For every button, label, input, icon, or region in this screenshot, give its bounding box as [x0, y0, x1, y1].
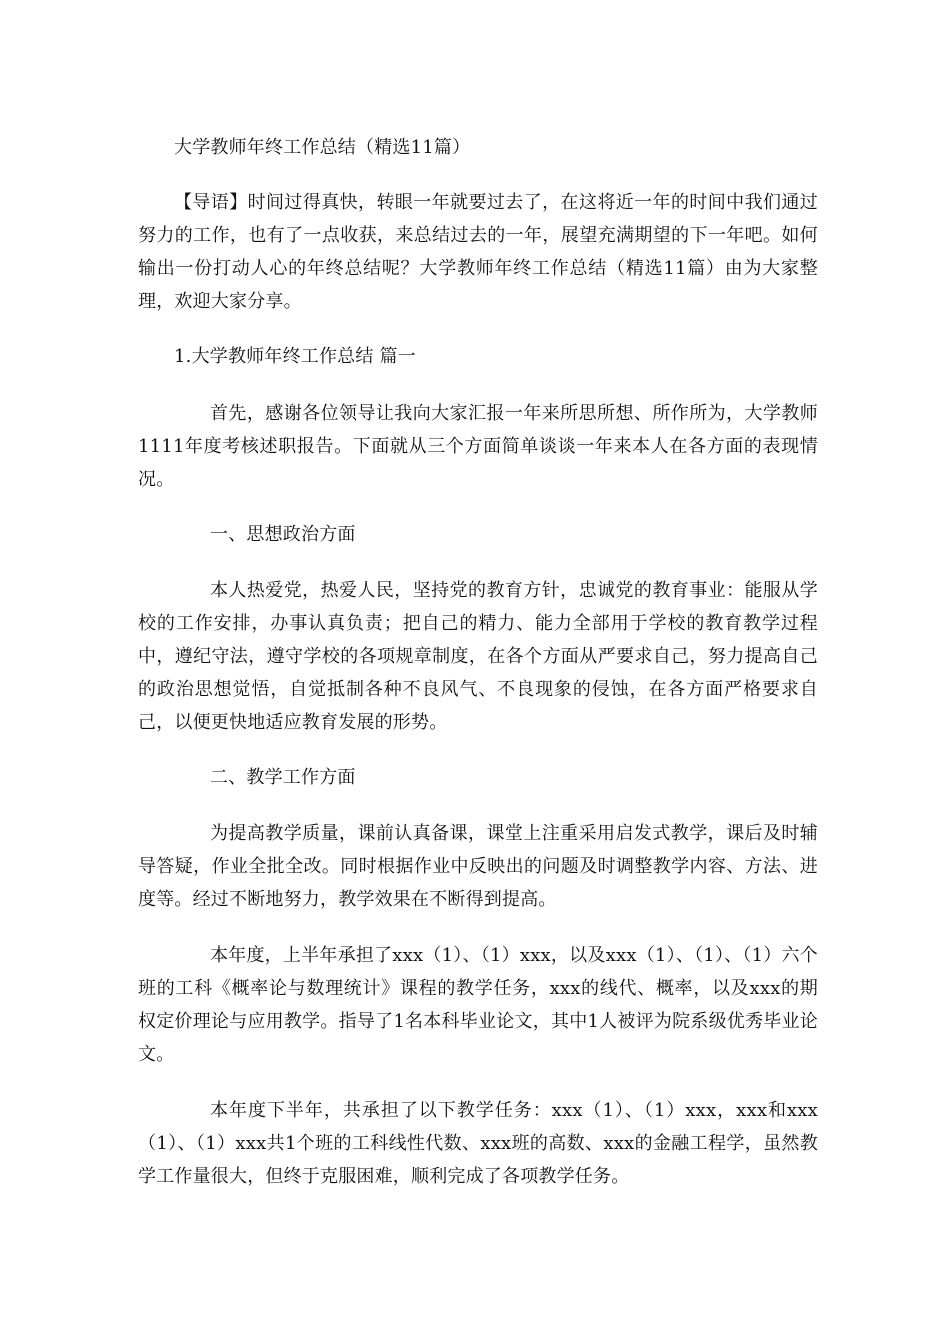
paragraph-teaching-quality: 为提高教学质量，课前认真备课，课堂上注重采用启发式教学，课后及时辅导答疑，作业全批全改。同时根据作业中反映出的问题及时调整教学内容、方法、进度等。经过不断地努力，教学效果在不断得到提高。 [138, 823, 818, 910]
subheading-teaching: 二、教学工作方面 [210, 767, 356, 788]
paragraph-second-half: 本年度下半年，共承担了以下教学任务：xxx（1）、（1）xxx，xxx和xxx（1）、（1）xxx共1个班的工科线性代数、xxx班的高数、xxx的金融工程学，虽然教学工作量很大，但终于克服困难，顺利完成了各项教学任务。 [138, 1100, 818, 1187]
paragraph-political: 本人热爱党，热爱人民，坚持党的教育方针，忠诚党的教育事业：能服从学校的工作安排，办事认真负责；把自己的精力、能力全部用于学校的教育教学过程中，遵纪守法，遵守学校的各项规章制度，在各个方面从严要求自己，努力提高自己的政治思想觉悟，自觉抵制各种不良风气、不良现象的侵蚀，在各方面严格要求自己，以便更快地适应教育发展的形势。 [138, 580, 818, 733]
subheading-political: 一、思想政治方面 [210, 524, 356, 545]
paragraph-opening: 首先，感谢各位领导让我向大家汇报一年来所思所想、所作所为，大学教师1111年度考核述职报告。下面就从三个方面简单谈谈一年来本人在各方面的表现情况。 [138, 403, 818, 490]
section-1-heading: 1.大学教师年终工作总结 篇一 [174, 346, 416, 367]
intro-paragraph: 【导语】时间过得真快，转眼一年就要过去了，在这将近一年的时间中我们通过努力的工作，也有了一点收获，来总结过去的一年，展望充满期望的下一年吧。如何输出一份打动人心的年终总结呢？大学教师年终工作总结（精选11篇）由为大家整理，欢迎大家分享。 [138, 192, 818, 312]
paragraph-first-half: 本年度，上半年承担了xxx（1）、（1）xxx，以及xxx（1）、（1）、（1）六个班的工科《概率论与数理统计》课程的教学任务，xxx的线代、概率，以及xxx的期权定价理论与应用教学。指导了1名本科毕业论文，其中1人被评为院系级优秀毕业论文。 [138, 945, 818, 1065]
document-title: 大学教师年终工作总结（精选11篇） [174, 137, 471, 158]
